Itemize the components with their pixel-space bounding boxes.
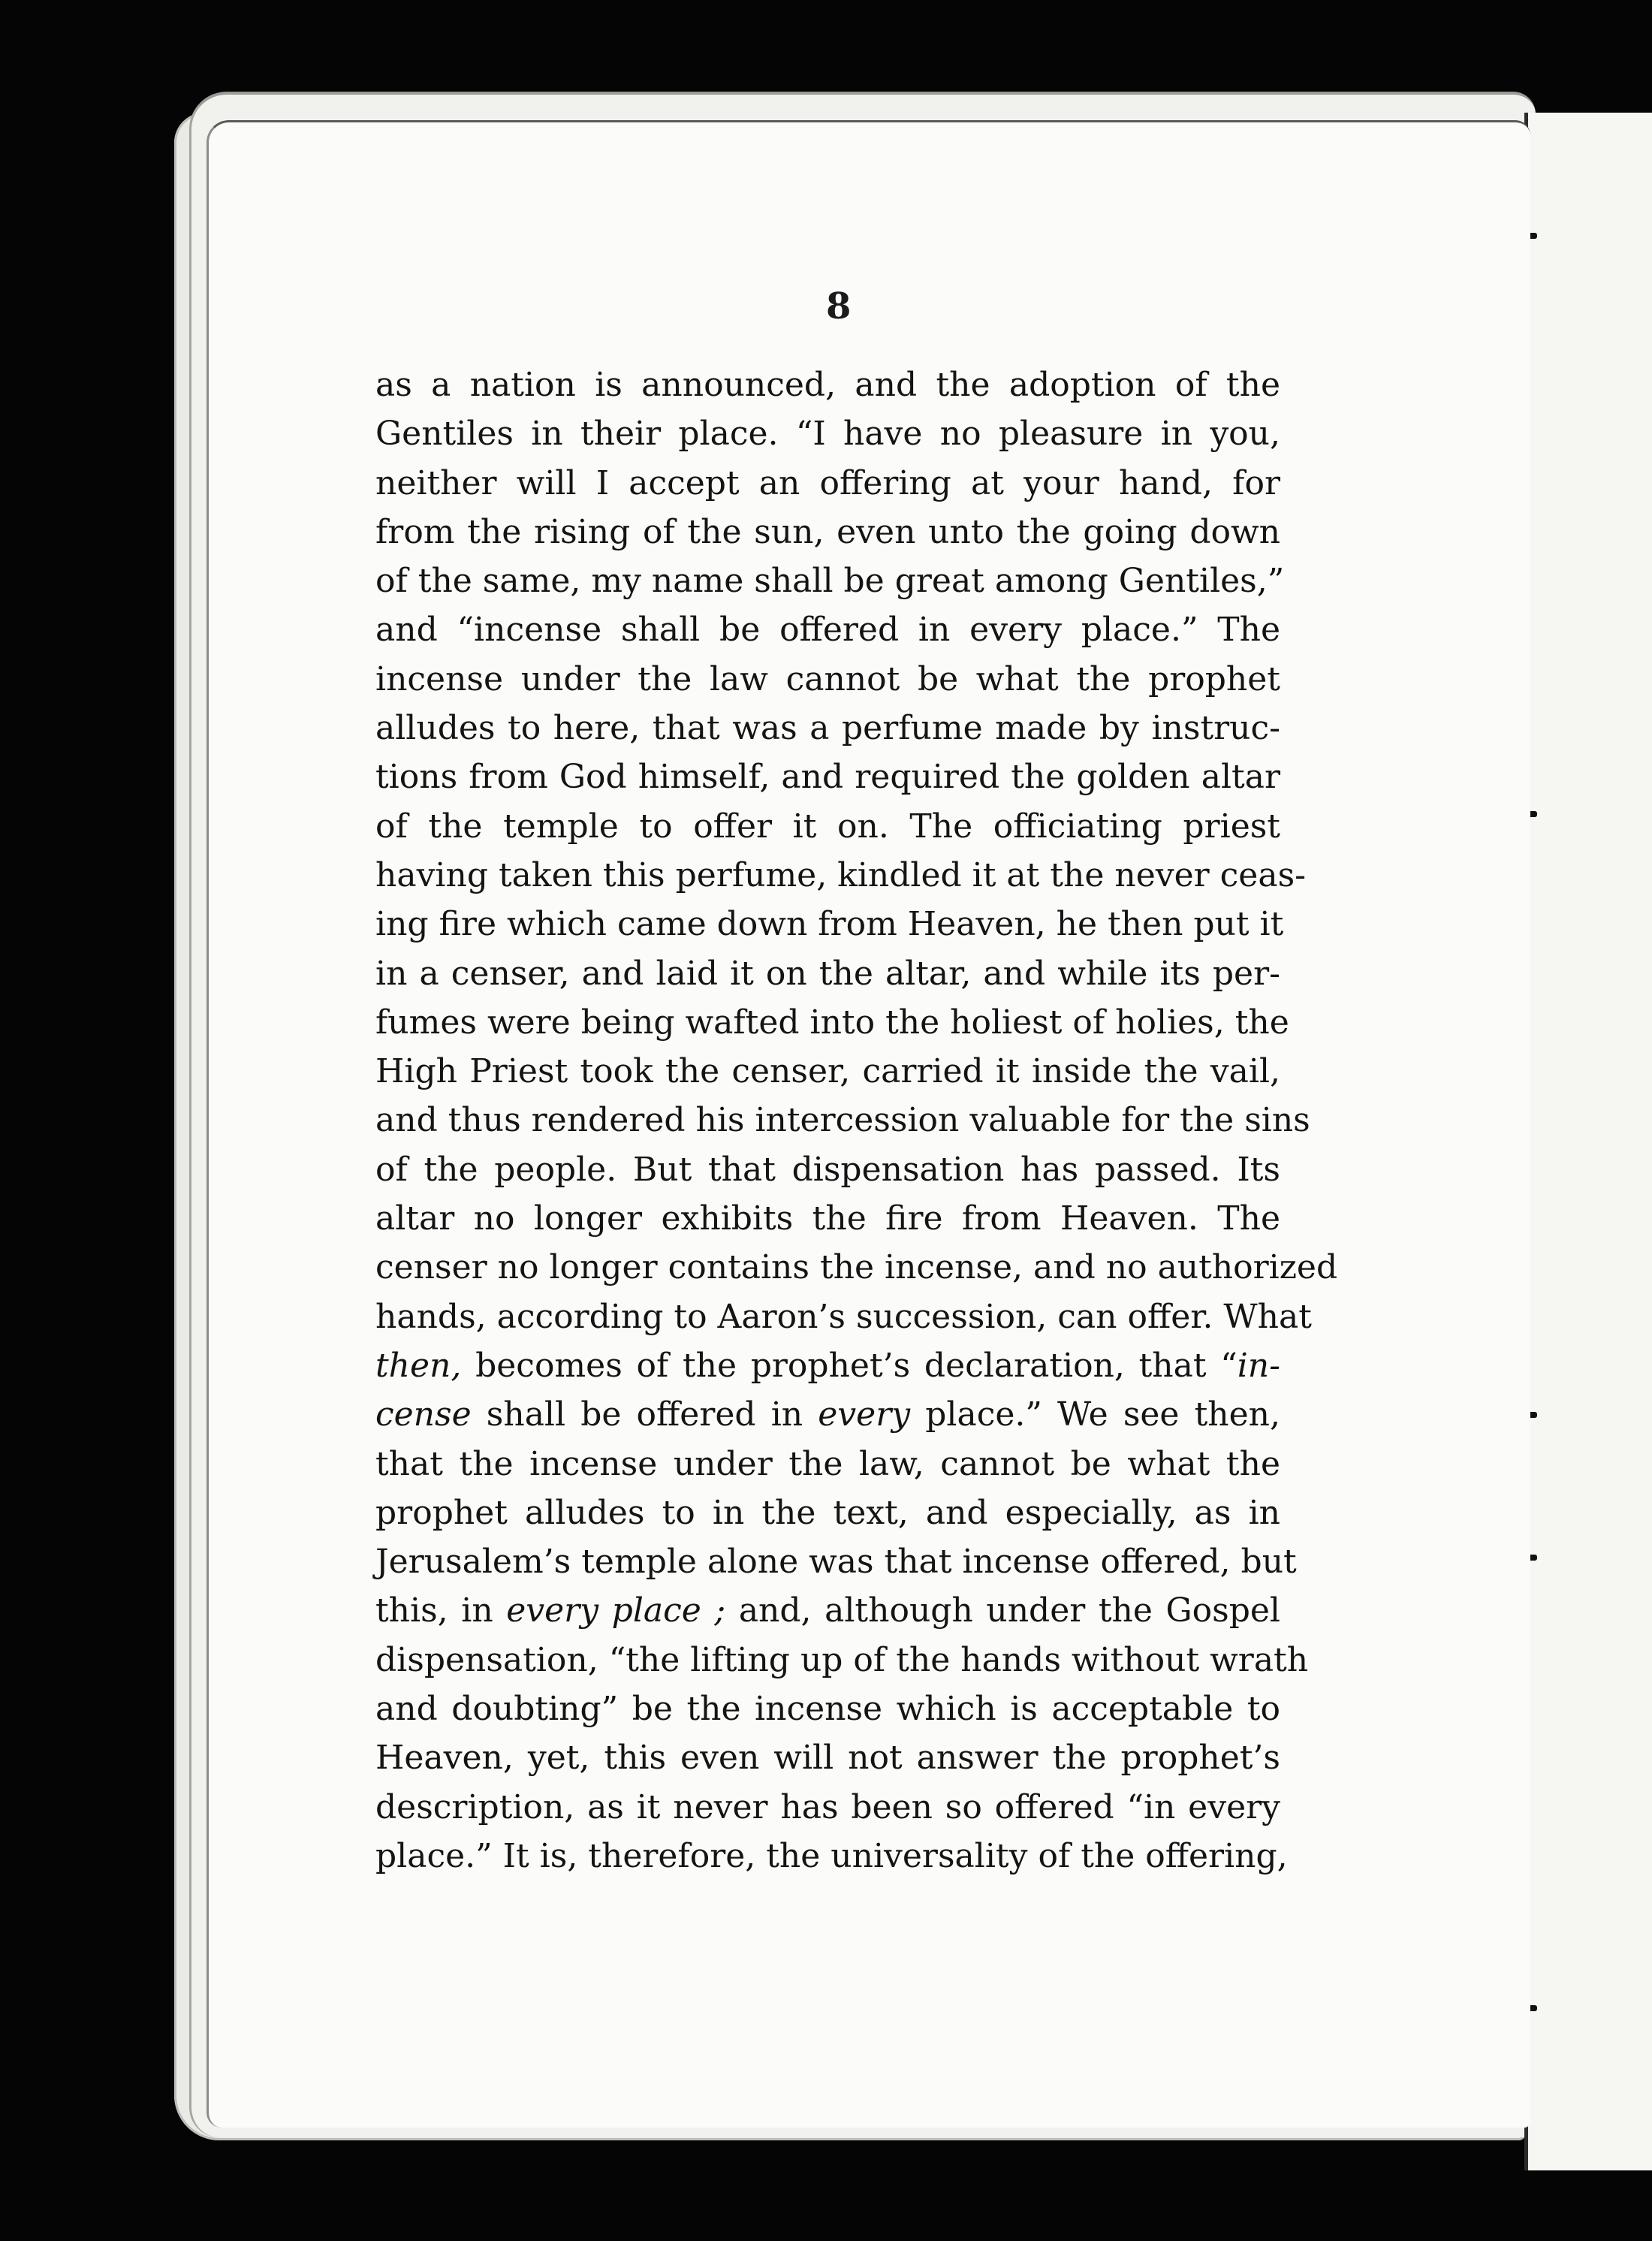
italic-text: then, <box>375 1346 462 1385</box>
text-segment: and, although under the Gospel <box>725 1591 1281 1630</box>
text-line: alludes to here, that was a perfume made by instruc- <box>375 709 1280 748</box>
italic-text: every <box>818 1395 911 1434</box>
page-number: 8 <box>826 285 852 327</box>
text-line: hands, according to Aaron’s succession, can offer. What <box>375 1297 1312 1336</box>
text-segment: this, in <box>375 1591 507 1630</box>
body-text <box>375 360 1338 1881</box>
text-line: in a censer, and laid it on the altar, and while its per- <box>375 954 1280 993</box>
text-line: neither will I accept an offering at your hand, for <box>375 463 1280 502</box>
text-line <box>375 1390 1280 1439</box>
text-line: and thus rendered his intercession valuable for the sins <box>375 1101 1310 1140</box>
text-line: incense under the law cannot be what the prophet <box>375 659 1280 698</box>
text-line: tions from God himself, and required the golden altar <box>375 758 1280 797</box>
italic-text: every place ; <box>506 1591 726 1630</box>
text-line: ing fire which came down from Heaven, he then put it <box>375 905 1284 944</box>
text-line: Heaven, yet, this even will not answer the prophet’s <box>375 1739 1280 1778</box>
text-line: High Priest took the censer, carried it inside the vail, <box>375 1052 1280 1091</box>
text-line: Jerusalem’s temple alone was that incense offered, but <box>375 1543 1297 1582</box>
text-segment: place.” We see then, <box>910 1395 1280 1434</box>
italic-text: in- <box>1237 1346 1280 1385</box>
text-line: place.” It is, therefore, the universality of the offering, <box>375 1836 1288 1875</box>
text-line: dispensation, “the lifting up of the hands without wrath <box>375 1640 1309 1679</box>
text-line: of the same, my name shall be great among Gentiles,” <box>375 562 1285 601</box>
text-line: of the people. But that dispensation has passed. Its <box>375 1150 1280 1189</box>
text-line: as a nation is announced, and the adoption of the <box>375 366 1280 404</box>
italic-text: cense <box>375 1395 472 1434</box>
text-line: and “incense shall be offered in every place.” The <box>375 611 1280 650</box>
text-segment: shall be offered in <box>471 1395 818 1434</box>
text-line: altar no longer exhibits the fire from Heaven. The <box>375 1199 1280 1238</box>
text-line: prophet alludes to in the text, and especially, as in <box>375 1493 1280 1532</box>
text-line <box>375 1586 1280 1635</box>
text-line: that the incense under the law, cannot be what the <box>375 1444 1280 1483</box>
text-line: censer no longer contains the incense, and no authorized <box>375 1248 1338 1287</box>
text-line: from the rising of the sun, even unto the going down <box>375 512 1280 551</box>
text-line: description, as it never has been so offered “in every <box>375 1787 1280 1826</box>
text-segment: becomes of the prophet’s declaration, that “ <box>461 1346 1237 1385</box>
text-line: fumes were being wafted into the holiest of holies, the <box>375 1003 1289 1042</box>
text-line <box>375 1341 1280 1390</box>
facing-page-edge <box>1524 113 1652 2170</box>
text-line: Gentiles in their place. “I have no pleasure in you, <box>375 415 1280 454</box>
text-line: and doubting” be the incense which is acceptable to <box>375 1690 1280 1729</box>
text-line: having taken this perfume, kindled it at the never ceas- <box>375 855 1307 894</box>
text-line: of the temple to offer it on. The officiating priest <box>375 807 1280 846</box>
